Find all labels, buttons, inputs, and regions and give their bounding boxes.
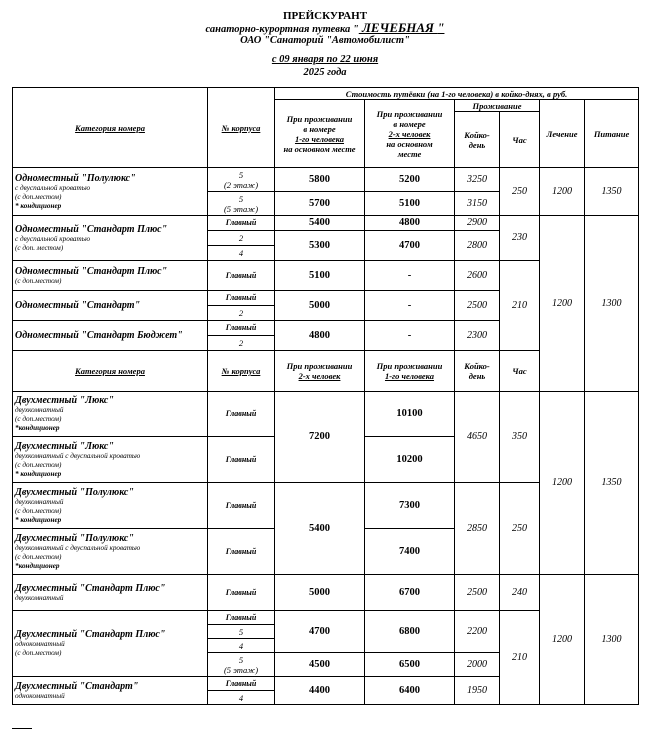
building-cell: 4 <box>208 246 275 261</box>
t2-one-person-header: При проживании 1-го человека <box>365 351 455 392</box>
building-cell: Главный <box>208 261 275 291</box>
treatment-price: 1200 <box>540 575 585 705</box>
building-cell: Главный <box>208 483 275 529</box>
t2-hour-header: Час <box>500 351 540 392</box>
price-two-persons: 5000 <box>275 575 365 611</box>
building-cell: 2 <box>208 336 275 351</box>
voucher-suffix: " <box>437 20 445 35</box>
t2-bed-days-header: Койко-день <box>455 351 500 392</box>
organization-name: ОАО "Санаторий "Автомобилист" <box>240 35 410 46</box>
t1-double-header: При проживании в номере 2-х человек на основном месте <box>365 100 455 168</box>
price-double: 4800 <box>365 216 455 231</box>
t1-category-header: Категория номера <box>13 88 208 168</box>
price-double: - <box>365 321 455 351</box>
price-single: 5700 <box>275 192 365 216</box>
food-price: 1350 <box>585 168 639 216</box>
hour-price: 210 <box>500 611 540 705</box>
price-one-person: 6700 <box>365 575 455 611</box>
building-cell: Главный <box>208 529 275 575</box>
bed-day-price: 2000 <box>455 653 500 677</box>
price-list-title: ПРЕЙСКУРАНТ <box>282 10 368 22</box>
treatment-price: 1200 <box>540 168 585 216</box>
building-cell: 2 <box>208 306 275 321</box>
building-cell: 5 (5 этаж) <box>208 192 275 216</box>
price-single: 5300 <box>275 231 365 261</box>
t2-row-double-standard-plus-2: Двухместный "Стандарт Плюс" однокомнатный (с доп.местом) <box>13 611 208 677</box>
t1-food-header: Питание <box>585 100 639 168</box>
price-one-person: 7400 <box>365 529 455 575</box>
t1-row-single-standard-plus-2: Одноместный "Стандарт Плюс" (с доп.местом) <box>13 261 208 291</box>
price-two-persons: 5400 <box>275 483 365 575</box>
bed-day-price: 3250 <box>455 168 500 192</box>
voucher-prefix: санаторно-курортная путевка " <box>205 24 359 35</box>
food-price: 1300 <box>585 575 639 705</box>
t1-treatment-header: Лечение <box>540 100 585 168</box>
bed-day-price: 2900 <box>455 216 500 231</box>
building-cell: 2 <box>208 231 275 246</box>
building-cell: Главный <box>208 575 275 611</box>
t1-cost-header: Стоимость путёвки (на 1-го человека) в койко-днях, в руб. <box>275 88 639 100</box>
price-one-person: 6500 <box>365 653 455 677</box>
building-cell: 5 (2 этаж) <box>208 168 275 192</box>
year: 2025 года <box>303 67 347 78</box>
price-double: 5100 <box>365 192 455 216</box>
bed-day-price: 1950 <box>455 677 500 705</box>
price-double: - <box>365 291 455 321</box>
price-single: 4800 <box>275 321 365 351</box>
t2-row-double-standard-plus: Двухместный "Стандарт Плюс" двухкомнатный <box>13 575 208 611</box>
treatment-price: 1200 <box>540 216 585 392</box>
building-cell: Главный <box>208 321 275 336</box>
bed-day-price: 2500 <box>455 291 500 321</box>
t1-accommodation-header: Проживание <box>455 100 540 112</box>
hour-price: 250 <box>500 483 540 575</box>
food-price: 1350 <box>585 392 639 575</box>
price-one-person: 6800 <box>365 611 455 653</box>
bed-day-price: 2800 <box>455 231 500 261</box>
price-one-person: 7300 <box>365 483 455 529</box>
t2-row-double-standard: Двухместный "Стандарт" однокомнатный <box>13 677 208 705</box>
voucher-type-line <box>0 22 650 36</box>
price-single: 5100 <box>275 261 365 291</box>
bed-day-price: 3150 <box>455 192 500 216</box>
t2-two-persons-header: При проживании 2-х человек <box>275 351 365 392</box>
price-double: 4700 <box>365 231 455 261</box>
price-one-person: 10200 <box>365 437 455 483</box>
t2-row-double-lux-2: Двухместный "Люкс" двухкомнатный с двуспальной кроватью (с доп.местом) * кондиционер <box>13 437 208 483</box>
bed-day-price: 4650 <box>455 392 500 483</box>
building-cell: Главный <box>208 291 275 306</box>
building-cell: Главный <box>208 216 275 231</box>
t1-row-single-semi-lux: Одноместный "Полулюкс" с двуспальной кроватью (с доп.местом) * кондиционер <box>13 168 208 216</box>
t2-category-header: Категория номера <box>13 351 208 392</box>
price-one-person: 10100 <box>365 392 455 437</box>
food-price: 1300 <box>585 216 639 392</box>
t1-bed-days-header: Койко-день <box>455 112 500 168</box>
t1-building-header: № корпуса <box>208 88 275 168</box>
t1-single-header: При проживании в номере 1-го человека на основном месте <box>275 100 365 168</box>
bed-day-price: 2850 <box>455 483 500 575</box>
period: с 09 января по 22 июня <box>271 54 379 65</box>
building-cell: Главный <box>208 611 275 625</box>
voucher-name: ЛЕЧЕБНАЯ <box>358 20 438 35</box>
hour-price: 210 <box>500 261 540 351</box>
bed-day-price: 2300 <box>455 321 500 351</box>
building-cell: Главный <box>208 437 275 483</box>
t2-building-header: № корпуса <box>208 351 275 392</box>
price-table <box>12 87 639 705</box>
price-two-persons: 4400 <box>275 677 365 705</box>
price-one-person: 6400 <box>365 677 455 705</box>
building-cell: 4 <box>208 691 275 705</box>
treatment-price: 1200 <box>540 392 585 575</box>
price-two-persons: 4700 <box>275 611 365 653</box>
price-double: - <box>365 261 455 291</box>
t1-row-single-standard-budget: Одноместный "Стандарт Бюджет" <box>13 321 208 351</box>
hour-price: 250 <box>500 168 540 216</box>
building-cell: 5 <box>208 625 275 639</box>
t2-row-double-semi-lux: Двухместный "Полулюкс" двухкомнатный (с доп.местом) * кондиционер <box>13 483 208 529</box>
t2-row-double-lux: Двухместный "Люкс" двухкомнатный (с доп.местом) *кондиционер <box>13 392 208 437</box>
price-two-persons: 7200 <box>275 392 365 483</box>
hour-price: 230 <box>500 216 540 261</box>
bed-day-price: 2600 <box>455 261 500 291</box>
bed-day-price: 2200 <box>455 611 500 653</box>
price-double: 5200 <box>365 168 455 192</box>
price-two-persons: 4500 <box>275 653 365 677</box>
t1-row-single-standard: Одноместный "Стандарт" <box>13 291 208 321</box>
t2-row-double-semi-lux-2: Двухместный "Полулюкс" двухкомнатный с двуспальной кроватью (с доп.местом) *кондиционер <box>13 529 208 575</box>
bed-day-price: 2500 <box>455 575 500 611</box>
footnote-mark <box>12 722 32 729</box>
t1-row-single-standard-plus: Одноместный "Стандарт Плюс" с двуспальной кроватью (с доп. местом) <box>13 216 208 261</box>
building-cell: 5 (5 этаж) <box>208 653 275 677</box>
building-cell: Главный <box>208 677 275 691</box>
price-single: 5000 <box>275 291 365 321</box>
price-single: 5400 <box>275 216 365 231</box>
building-cell: Главный <box>208 392 275 437</box>
price-single: 5800 <box>275 168 365 192</box>
hour-price: 350 <box>500 392 540 483</box>
hour-price: 240 <box>500 575 540 611</box>
t1-hour-header: Час <box>500 112 540 168</box>
building-cell: 4 <box>208 639 275 653</box>
